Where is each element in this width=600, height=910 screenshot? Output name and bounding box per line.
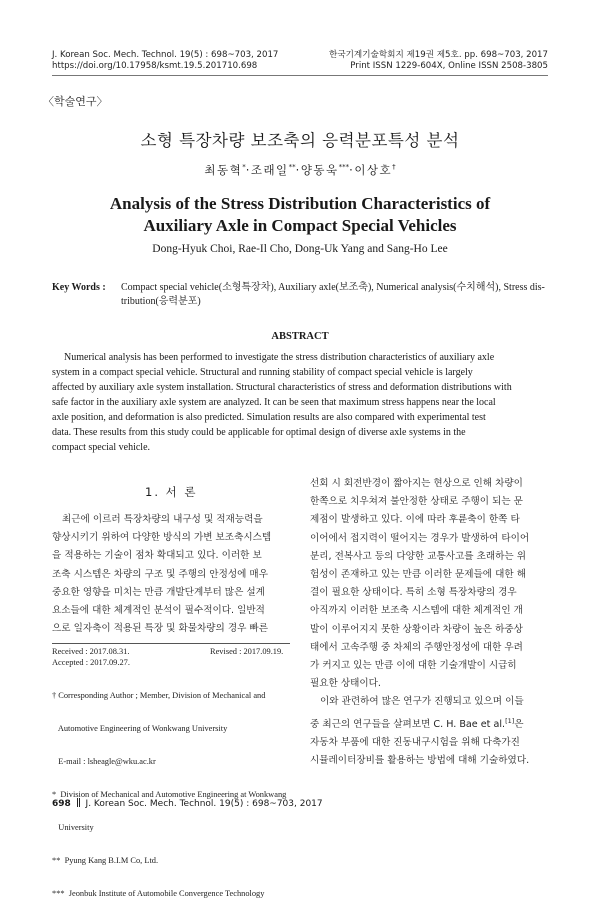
footnote-line: E-mail : lsheagle@wku.ac.kr bbox=[52, 757, 156, 766]
revised-date: Revised : 2017.09.19. bbox=[210, 647, 284, 656]
footnote-line: ** Pyung Kang B.I.M Co, Ltd. bbox=[52, 856, 159, 865]
body-line: 필요한 상태이다. bbox=[310, 678, 381, 690]
body-line: 아직까지 이러한 보조축 시스템에 대한 체계적인 개 bbox=[310, 605, 523, 617]
body-line: 제점이 발생하고 있다. 이에 따라 후륜축이 한쪽 타 bbox=[310, 514, 520, 526]
abstract-line: axle position, and deformation is also predicted. Simulation results are also compared with experimental test bbox=[52, 412, 486, 423]
article-category: 〈학술연구〉 bbox=[43, 95, 108, 108]
body-line: 발이 이루어지지 못한 상황이라 차량이 높은 하중상 bbox=[310, 623, 523, 635]
footnote-line: Automotive Engineering of Wonkwang University bbox=[52, 724, 228, 733]
body-line: 최근에 이르러 특장차량의 내구성 및 적재능력을 bbox=[62, 514, 263, 525]
body-line: 선회 시 회전반경이 짧아지는 현상으로 인해 차량이 bbox=[310, 478, 523, 489]
abstract-line: Numerical analysis has been performed to investigate the stress distribution characteristics of auxiliary axle bbox=[64, 352, 495, 363]
body-line: 분리, 전복사고 등의 다양한 교통사고를 초래하는 위 bbox=[310, 550, 526, 562]
author-separator: · bbox=[245, 163, 251, 177]
body-line: 가 커지고 있는 만큼 이에 대한 기술개발이 시급히 bbox=[310, 660, 517, 672]
page-footer bbox=[52, 798, 323, 809]
body-line-with-citation bbox=[310, 712, 548, 734]
body-line: 한쪽으로 치우쳐져 불안정한 상태로 주행이 되는 문 bbox=[310, 496, 523, 508]
keywords-line-1: Compact special vehicle(소형특장차), Auxiliary axle(보조축), Numerical analysis(수치해석), Stress dis- bbox=[121, 282, 545, 293]
footnote-line: † Corresponding Author ; Member, Division of Mechanical and bbox=[52, 691, 266, 700]
authors-korean bbox=[0, 162, 600, 178]
keywords-label: Key Words : bbox=[52, 282, 106, 293]
body-text: 중 최근의 연구들을 살펴보면 C. H. Bae et al. bbox=[310, 718, 506, 730]
footnote-line: * Division of Mechanical and Automotive Engineering at Wonkwang bbox=[52, 790, 287, 799]
body-line: 결이 필요한 상태이다. 특히 소형 특장차량의 경우 bbox=[310, 587, 517, 599]
footnote-divider bbox=[52, 643, 290, 644]
body-line: 중요한 영향을 미치는 만큼 개발단계부터 많은 설계 bbox=[52, 586, 265, 598]
author-3-name: 양동욱 bbox=[300, 163, 339, 177]
author-2-name: 조래일 bbox=[250, 163, 289, 177]
body-line: 태에서 고속주행 중 차체의 주행안정성에 대한 우려 bbox=[310, 641, 523, 653]
abstract-line: data. These results from this study could be applicable for optimal design of diverse axle systems in the bbox=[52, 427, 466, 438]
body-line: 으로 일자축이 적용된 특장 및 화물차량의 경우 빠른 bbox=[52, 623, 268, 635]
footnote-line: University bbox=[52, 823, 94, 832]
header-journal-korean: 한국기계기술학회지 제19권 제5호. pp. 698~703, 2017 bbox=[329, 50, 548, 60]
body-text: 은 bbox=[514, 718, 524, 730]
left-column-text bbox=[52, 511, 290, 638]
authors-english: Dong-Hyuk Choi, Rae-Il Cho, Dong-Uk Yang and Sang-Ho Lee bbox=[152, 243, 448, 255]
body-line: 이어에서 접지력이 떨어지는 경우가 발생하여 타이어 bbox=[310, 532, 530, 544]
header-issn: Print ISSN 1229-604X, Online ISSN 2508-3805 bbox=[350, 61, 548, 71]
title-english-line-2: Auxiliary Axle in Compact Special Vehicles bbox=[143, 216, 457, 235]
received-date: Received : 2017.08.31. bbox=[52, 647, 130, 656]
body-line: 험성이 존재하고 있는 만큼 이러한 문제들에 대한 해 bbox=[310, 569, 526, 581]
body-line: 향상시키기 위하여 다양한 방식의 가변 보조축시스템 bbox=[52, 532, 272, 544]
abstract-title: ABSTRACT bbox=[271, 331, 329, 342]
header-divider bbox=[52, 75, 548, 76]
footnotes bbox=[52, 668, 292, 910]
author-separator: · bbox=[295, 163, 301, 177]
author-separator: · bbox=[349, 163, 355, 177]
keywords-line-2: tribution(응력분포) bbox=[121, 296, 201, 307]
abstract-line: system in a compact special vehicle. Structural and running stability of compact special vehicle is largely bbox=[52, 367, 473, 378]
body-line: 요소들에 대한 체계적인 분석이 필수적이다. 일반적 bbox=[52, 605, 265, 617]
title-korean: 소형 특장차량 보조축의 응력분포특성 분석 bbox=[140, 131, 460, 150]
section-title: 1. 서 론 bbox=[145, 485, 198, 499]
body-line: 을 적용하는 기술이 점차 확대되고 있다. 이러한 보 bbox=[52, 550, 262, 562]
footer-journal: J. Korean Soc. Mech. Technol. 19(5) : 698~703, 2017 bbox=[85, 799, 323, 809]
body-line: 조축 시스템은 차량의 구조 및 주행의 안정성에 매우 bbox=[52, 568, 268, 580]
body-line: 시뮬레이터장비를 활용하는 방법에 대해 기술하였다. bbox=[310, 755, 530, 767]
author-3-mark: *** bbox=[338, 163, 350, 172]
abstract-line: compact special vehicle. bbox=[52, 442, 151, 453]
right-column-text bbox=[310, 475, 548, 770]
page-number: 698 bbox=[52, 799, 71, 809]
author-4-mark: † bbox=[392, 163, 396, 172]
body-line: 이와 관련하여 많은 연구가 진행되고 있으며 이들 bbox=[320, 696, 524, 708]
accepted-date: Accepted : 2017.09.27. bbox=[52, 658, 130, 667]
citation-reference[interactable]: [1] bbox=[505, 716, 515, 725]
abstract-line: safe factor in the auxiliary axle system are analyzed. It can be seen that maximum stress happens near the local bbox=[52, 397, 496, 408]
abstract-line: affected by auxiliary axle system installation. Structural characteristics of stress and deformation distributions with bbox=[52, 382, 512, 393]
footnote-line: *** Jeonbuk Institute of Automobile Convergence Technology bbox=[52, 889, 265, 898]
body-line: 자동차 부품에 대한 진동내구시험을 위해 다축가진 bbox=[310, 737, 520, 749]
author-2-mark: ** bbox=[288, 163, 296, 172]
abstract-body bbox=[52, 350, 548, 455]
header-doi: https://doi.org/10.17958/ksmt.19.5.201710.698 bbox=[52, 61, 258, 71]
author-1-mark: * bbox=[242, 163, 246, 172]
author-1-name: 최동혁 bbox=[204, 163, 243, 177]
footer-separator bbox=[77, 798, 80, 807]
header-journal-citation: J. Korean Soc. Mech. Technol. 19(5) : 698~703, 2017 bbox=[52, 50, 279, 60]
author-4-name: 이상호 bbox=[354, 163, 393, 177]
title-english-line-1: Analysis of the Stress Distribution Characteristics of bbox=[109, 194, 491, 213]
